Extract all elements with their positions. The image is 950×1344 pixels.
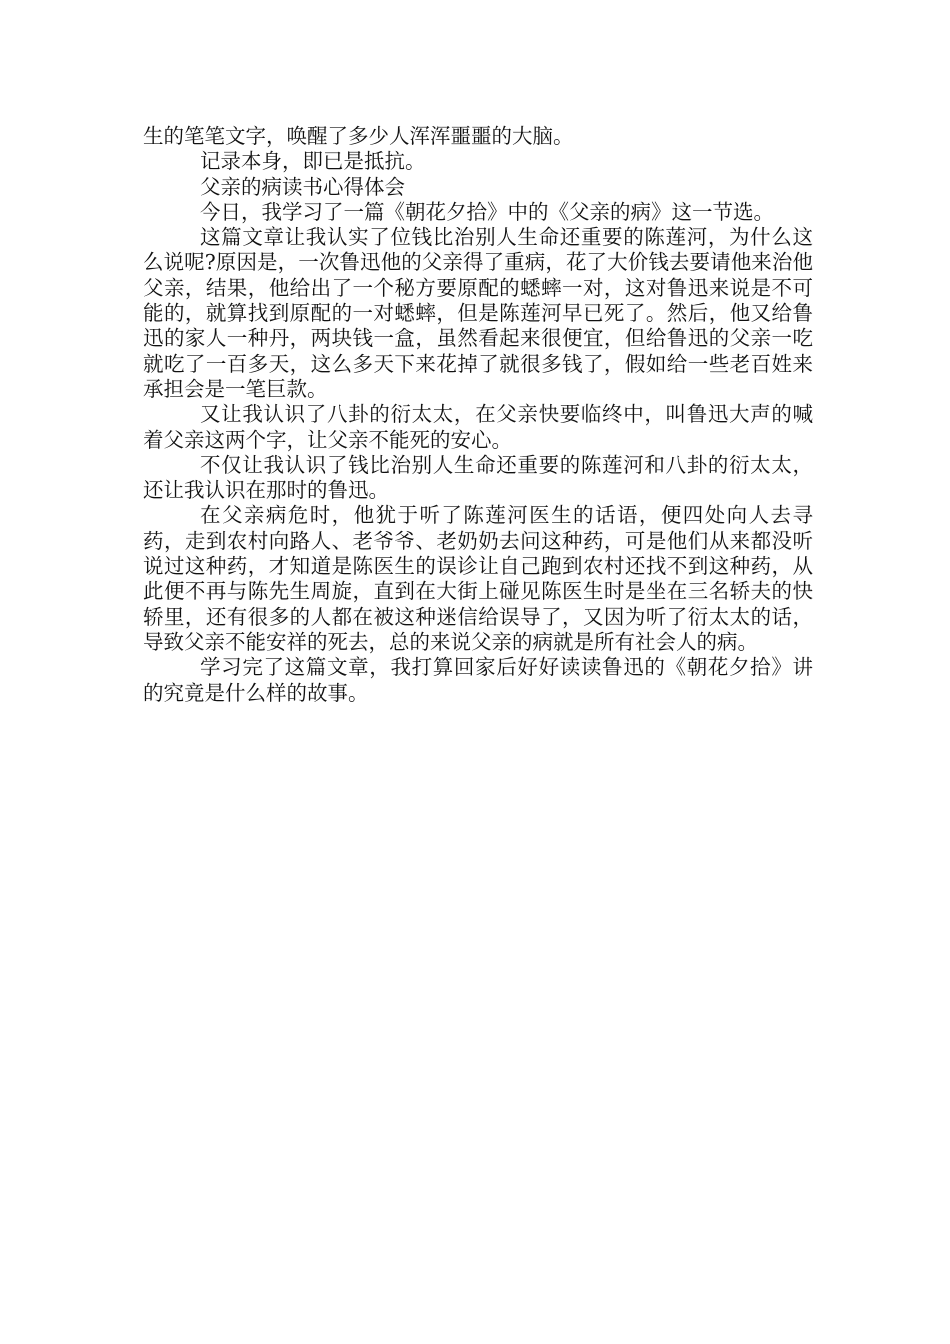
paragraph-lu-xun: 不仅让我认识了钱比治别人生命还重要的陈莲河和八卦的衍太太，还让我认识在那时的鲁迅。 bbox=[143, 452, 813, 503]
paragraph-conclusion: 学习完了这篇文章，我打算回家后好好读读鲁迅的《朝花夕拾》讲的究竟是什么样的故事。 bbox=[143, 655, 813, 705]
essay-title: 父亲的病读书心得体会 bbox=[200, 174, 405, 199]
paragraph-yan-taitai: 又让我认识了八卦的衍太太，在父亲快要临终中，叫鲁迅大声的喊着父亲这两个字，让父亲不能死的安心。 bbox=[143, 402, 813, 452]
paragraph-father-illness: 在父亲病危时，他犹于听了陈莲河医生的话语，便四处向人去寻药，走到农村向路人、老爷爷、老奶奶去问这种药，可是他们从来都没听说过这种药，才知道是陈医生的误诊让自己跑到农村还找不到这种药，从此便不再与陈先生周旋，直到在大街上碰见陈医生时是坐在三名轿夫的快轿里，还有很多的人都在被这种迷信给误导了，又因为听了衍太太的话，导致父亲不能安祥的死去，总的来说父亲的病就是所有社会人的病。 bbox=[143, 503, 813, 654]
paragraph-chen-lianhe: 这篇文章让我认实了位钱比治别人生命还重要的陈莲河，为什么这么说呢?原因是，一次鲁迅他的父亲得了重病，花了大价钱去要请他来治他父亲，结果，他给出了一个秘方要原配的蟋蟀一对，这对鲁迅来说是不可能的，就算找到原配的一对蟋蟀，但是陈莲河早已死了。然后，他又给鲁迅的家人一种丹，两块钱一盒，虽然看起来很便宜，但给鲁迅的父亲一吃就吃了一百多天，这么多天下来花掉了就很多钱了，假如给一些老百姓来承担会是一笔巨款。 bbox=[143, 225, 813, 401]
document-body bbox=[143, 124, 813, 706]
paragraph-continuation: 生的笔笔文字，唤醒了多少人浑浑噩噩的大脑。 bbox=[143, 124, 574, 148]
paragraph-quote: 记录本身，即已是抵抗。 bbox=[200, 149, 426, 174]
paragraph-intro: 今日，我学习了一篇《朝花夕拾》中的《父亲的病》这一节选。 bbox=[200, 199, 774, 224]
